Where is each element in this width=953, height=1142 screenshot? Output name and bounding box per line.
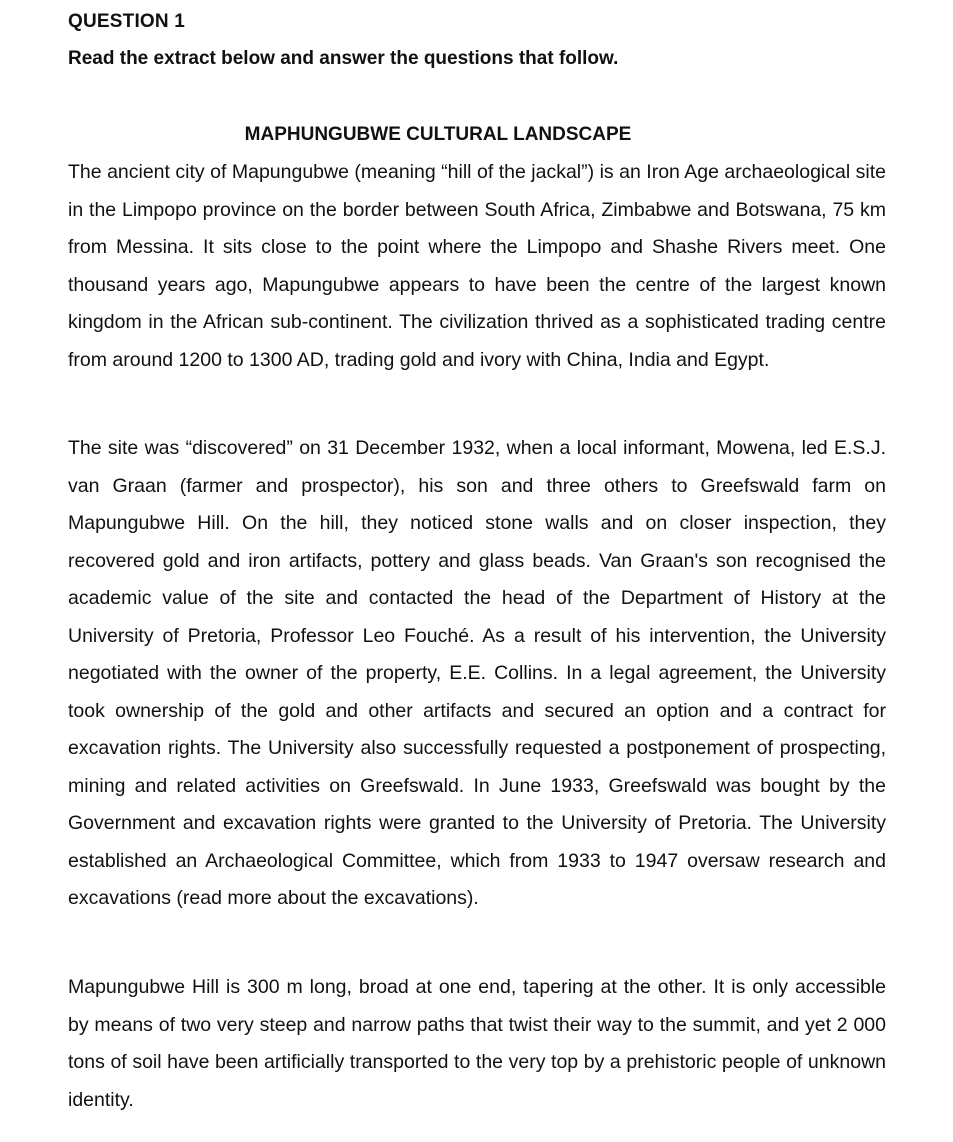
extract-paragraph-3: Mapungubwe Hill is 300 m long, broad at one end, tapering at the other. It is only accessible by means of two very steep and narrow paths that twist their way to the summit, and yet 2 000 tons of soil have been artificially transported to the very top by a prehistoric people of unknown identity. xyxy=(68,976,886,1111)
extract-title: MAPHUNGUBWE CULTURAL LANDSCAPE xyxy=(244,124,632,145)
question-title: QUESTION 1 xyxy=(68,11,186,32)
question-instruction: Read the extract below and answer the questions that follow. xyxy=(68,48,619,69)
extract-paragraph-2: The site was “discovered” on 31 December 1932, when a local informant, Mowena, led E.S.J. van Graan (farmer and prospector), his son and three others to Greefswald farm on Mapungubwe Hill. On the hill, they noticed stone walls and on closer inspection, they recovered gold and iron artifacts, pottery and glass beads. Van Graan's son recognised the academic value of the site and contacted the head of the Department of History at the University of Pretoria, Professor Leo Fouché. As a result of his intervention, the University negotiated with the owner of the property, E.E. Collins. In a legal agreement, the University took ownership of the gold and other artifacts and secured an option and a contract for excavation rights. The University also successfully requested a postponement of prospecting, mining and related activities on Greefswald. In June 1933, Greefswald was bought by the Government and excavation rights were granted to the University of Pretoria. The University established an Archaeological Committee, which from 1933 to 1947 oversaw research and excavations (read more about the excavations). xyxy=(68,437,886,909)
extract-paragraph-1: The ancient city of Mapungubwe (meaning “hill of the jackal”) is an Iron Age archaeological site in the Limpopo province on the border between South Africa, Zimbabwe and Botswana, 75 km from Messina. It sits close to the point where the Limpopo and Shashe Rivers meet. One thousand years ago, Mapungubwe appears to have been the centre of the largest known kingdom in the African sub-continent. The civilization thrived as a sophisticated trading centre from around 1200 to 1300 AD, trading gold and ivory with China, India and Egypt. xyxy=(68,161,886,371)
